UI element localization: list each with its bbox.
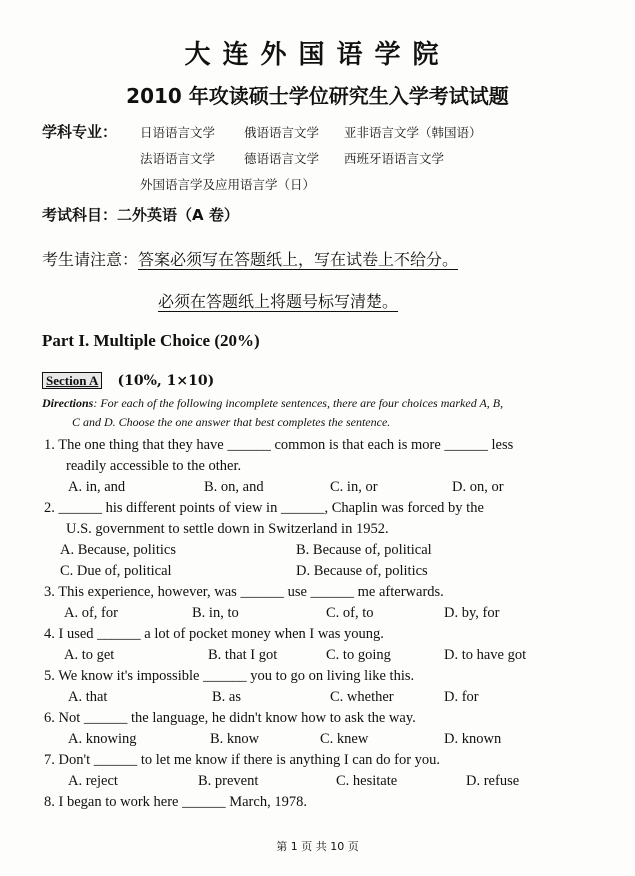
option: D. Because of, politics	[296, 563, 428, 579]
directions-line-1: Directions: For each of the following incomplete sentences, there are four choices marked A, B,	[42, 396, 504, 410]
major-item: 俄语语言文学	[244, 125, 320, 140]
school-name: 大连外国语学院	[184, 40, 451, 70]
part-title: Part I. Multiple Choice (20%)	[42, 331, 260, 350]
option: D. refuse	[466, 773, 520, 789]
question-2-line-1: 2. ______ his different points of view in ______, Chaplin was forced by the	[44, 500, 484, 516]
option: D. known	[444, 731, 502, 747]
option: B. prevent	[198, 773, 259, 789]
subject-line	[42, 204, 239, 225]
major-item: 外国语言学及应用语言学（日）	[140, 177, 316, 192]
option: D. by, for	[444, 605, 500, 621]
notice-text-2: 必须在答题纸上将题号标写清楚。	[158, 292, 399, 311]
question-7-line-1: 7. Don't ______ to let me know if there is anything I can do for you.	[44, 752, 441, 768]
question-4-line-1: 4. I used ______ a lot of pocket money when I was young.	[44, 626, 384, 642]
question-1-line-1: 1. The one thing that they have ______ common is that each is more ______ less	[44, 437, 514, 453]
major-item: 德语语言文学	[244, 151, 320, 166]
page-footer: 第 1 页 共 10 页	[276, 840, 359, 853]
directions-line-2: C and D. Choose the one answer that best completes the sentence.	[72, 415, 391, 429]
option: A. Because, politics	[60, 542, 176, 558]
subject-value: 二外英语（A 卷）	[117, 206, 239, 224]
option: A. in, and	[68, 479, 126, 495]
option: A. reject	[68, 773, 118, 789]
option: B. as	[212, 689, 241, 705]
question-3-line-1: 3. This experience, however, was ______ use ______ me afterwards.	[44, 584, 444, 600]
option: B. that I got	[208, 647, 278, 663]
directions-label: Directions	[42, 396, 94, 410]
major-item: 日语语言文学	[140, 125, 216, 140]
question-2-line-2: U.S. government to settle down in Switzerland in 1952.	[66, 521, 389, 537]
option: C. of, to	[326, 605, 374, 621]
option: B. Because of, political	[296, 542, 432, 558]
option: C. whether	[330, 689, 394, 705]
question-6-line-1: 6. Not ______ the language, he didn't know how to ask the way.	[44, 710, 416, 726]
exam-title: 2010 年攻读硕士学位研究生入学考试试题	[126, 84, 509, 108]
notice-label: 考生请注意：	[42, 250, 139, 269]
notice-text-1: 答案必须写在答题纸上，写在试卷上不给分。	[138, 250, 459, 269]
majors-block	[42, 121, 117, 142]
major-item: 西班牙语语言文学	[344, 151, 445, 166]
option: C. hesitate	[336, 773, 398, 789]
section-tag: Section A	[42, 372, 102, 389]
option: A. that	[68, 689, 108, 705]
option: A. to get	[64, 647, 115, 663]
question-5-line-1: 5. We know it's impossible ______ you to go on living like this.	[44, 668, 415, 684]
section-header	[42, 370, 214, 389]
option: A. knowing	[68, 731, 137, 747]
question-1-line-2: readily accessible to the other.	[66, 458, 242, 474]
question-8-line-1: 8. I began to work here ______ March, 1978.	[44, 794, 307, 810]
major-item: 亚非语言文学（韩国语）	[344, 125, 482, 140]
option: C. in, or	[330, 479, 378, 495]
option: D. to have got	[444, 647, 527, 663]
option: C. Due of, political	[60, 563, 172, 579]
option: B. on, and	[204, 479, 264, 495]
section-score: (10%, 1×10)	[117, 373, 215, 389]
notice-line-2	[158, 289, 398, 312]
option: D. on, or	[452, 479, 504, 495]
option: A. of, for	[64, 605, 118, 621]
subject-label: 考试科目：	[42, 206, 118, 224]
option: B. know	[210, 731, 260, 747]
option: B. in, to	[192, 605, 239, 621]
option: C. knew	[320, 731, 369, 747]
option: D. for	[444, 689, 479, 705]
majors-label: 学科专业：	[42, 123, 118, 141]
option: C. to going	[326, 647, 391, 663]
notice-line-1	[42, 247, 458, 270]
major-item: 法语语言文学	[140, 151, 216, 166]
